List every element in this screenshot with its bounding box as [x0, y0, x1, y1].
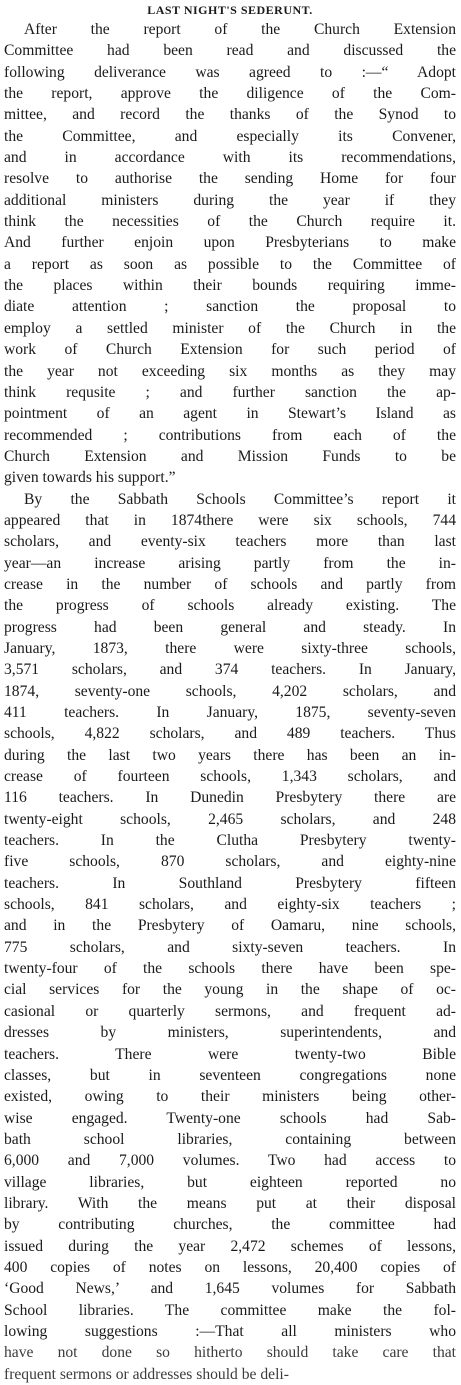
text-line: bath school libraries, containing between	[4, 1130, 456, 1148]
text-line: the progress of schools already existing. The	[4, 597, 456, 615]
text-line: teachers. In the Clutha Presbytery twenty-	[4, 832, 456, 850]
paragraph-sabbath-schools	[4, 489, 456, 1385]
text-line: mittee, and record the thanks of the Synod to	[4, 106, 456, 124]
text-line: dresses by ministers, superintendents, and	[4, 1024, 456, 1042]
text-line: January, 1873, there were sixty-three schools,	[4, 639, 456, 657]
text-line: issued during the year 2,472 schemes of lessons,	[4, 1237, 456, 1255]
text-line: 116 teachers. In Dunedin Presbytery there are	[4, 789, 456, 807]
text-line: progress had been general and steady. In	[4, 618, 456, 636]
text-line: given towards his support.”	[4, 469, 176, 487]
text-line: And further enjoin upon Presbyterians to make	[4, 234, 456, 252]
text-line: by contributing churches, the committee had	[4, 1216, 456, 1234]
text-line: resolve to authorise the sending Home for four	[4, 170, 456, 188]
text-line: teachers. There were twenty-two Bible	[4, 1045, 456, 1063]
text-line: 1874, seventy-one schools, 4,202 scholars, and	[4, 682, 456, 700]
text-line: scholars, and eventy-six teachers more than last	[4, 533, 456, 551]
text-line: 6,000 and 7,000 volumes. Two had access to	[4, 1152, 456, 1170]
text-line: and in accordance with its recommendations,	[4, 149, 456, 167]
text-line: cial services for the young in the shape of oc-	[4, 981, 456, 999]
text-line: schools, 841 scholars, and eighty-six teachers ;	[4, 896, 456, 914]
text-line: 3,571 scholars, and 374 teachers. In January,	[4, 661, 456, 679]
text-line: employ a settled minister of the Church in the	[4, 319, 456, 337]
text-line: diate attention ; sanction the proposal to	[4, 298, 456, 316]
text-line: ‘Good News,’ and 1,645 volumes for Sabbath	[4, 1280, 456, 1298]
text-line: teachers. In Southland Presbytery fifteen	[4, 874, 456, 892]
text-line: have not done so hitherto should take care that	[4, 1344, 456, 1362]
article-heading: LAST NIGHT'S SEDERUNT.	[147, 3, 313, 17]
paragraph-church-extension	[4, 19, 456, 489]
text-line: wise engaged. Twenty-one schools had Sab-	[4, 1109, 456, 1127]
text-line: the places within their bounds requiring imme-	[4, 277, 456, 295]
text-line: lowing suggestions :—That all ministers who	[4, 1322, 456, 1340]
text-line: following deliverance was agreed to :—“ Adopt	[4, 63, 456, 81]
text-line: Church Extension and Mission Funds to be	[4, 447, 456, 465]
text-line: existed, owing to their ministers being other-	[4, 1088, 456, 1106]
text-line: 411 teachers. In January, 1875, seventy-seven	[4, 704, 456, 721]
text-line: work of Church Extension for such period of	[4, 341, 456, 359]
text-line: five schools, 870 scholars, and eighty-nine	[4, 853, 456, 871]
text-line: twenty-eight schools, 2,465 scholars, and 248	[4, 810, 456, 828]
text-line: By the Sabbath Schools Committee’s report it	[24, 490, 456, 508]
text-line: School libraries. The committee make the fol-	[4, 1301, 456, 1319]
text-line: during the last two years there has been an in-	[4, 746, 456, 764]
text-line: frequent sermons or addresses should be deli-	[4, 1365, 289, 1383]
text-line: and in the Presbytery of Oamaru, nine schools,	[4, 917, 456, 935]
text-line: additional ministers during the year if they	[4, 191, 456, 209]
text-line: the Committee, and especially its Convener,	[4, 127, 456, 145]
text-line: a report as soon as possible to the Committee of	[4, 255, 456, 273]
text-line: casional or quarterly sermons, and frequent ad-	[4, 1002, 456, 1020]
text-line: After the report of the Church Extension	[24, 21, 456, 38]
text-line: 400 copies of notes on lessons, 20,400 copies of	[4, 1258, 456, 1276]
text-line: crease in the number of schools and partly from	[4, 575, 456, 593]
text-line: pointment of an agent in Stewart’s Island as	[4, 405, 456, 423]
text-line: the year not exceeding six months as they may	[4, 362, 456, 380]
text-line: think requsite ; and further sanction the ap-	[4, 383, 456, 401]
text-line: schools, 4,822 scholars, and 489 teachers. Thus	[4, 725, 456, 743]
text-line: the report, approve the diligence of the Com-	[4, 85, 456, 103]
text-line: classes, but in seventeen congregations none	[4, 1066, 456, 1084]
text-line: year—an increase arising partly from the in-	[4, 554, 456, 572]
text-line: village libraries, but eighteen reported no	[4, 1173, 456, 1191]
text-line: crease of fourteen schools, 1,343 scholars, and	[4, 768, 456, 786]
text-line: Committee had been read and discussed the	[4, 42, 456, 60]
text-line: think the necessities of the Church require it.	[4, 213, 456, 231]
text-line: library. With the means put at their disposal	[4, 1194, 456, 1212]
text-line: 775 scholars, and sixty-seven teachers. In	[4, 938, 456, 956]
text-line: appeared that in 1874there were six schools, 744	[4, 511, 456, 529]
text-line: recommended ; contributions from each of the	[4, 426, 456, 444]
text-line: twenty-four of the schools there have been spe-	[4, 960, 456, 978]
